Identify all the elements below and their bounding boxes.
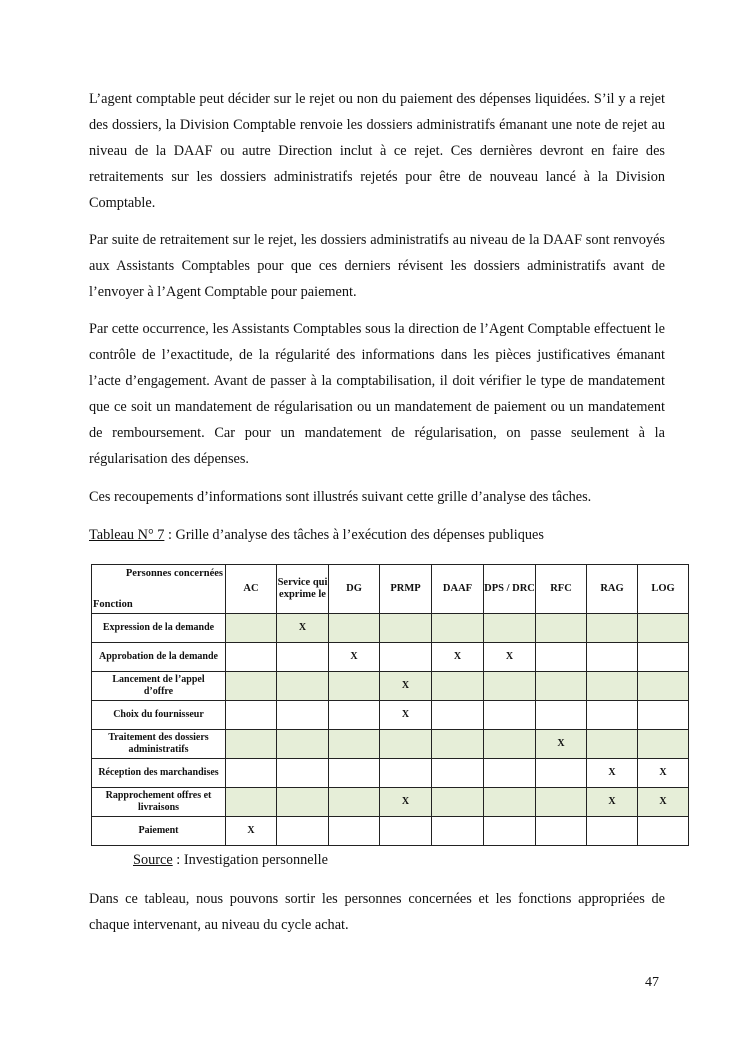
table-row — [92, 672, 689, 701]
row-label: Paiement — [92, 817, 226, 846]
table-row — [92, 788, 689, 817]
source-text: : Investigation personnelle — [172, 852, 328, 868]
table-cell — [226, 759, 277, 788]
table-cell: X — [277, 614, 329, 643]
corner-bottom: Fonction — [93, 599, 133, 610]
table-cell — [536, 672, 587, 701]
table-cell — [587, 643, 638, 672]
table-cell — [536, 701, 587, 730]
table-cell: X — [380, 701, 432, 730]
table-cell — [277, 701, 329, 730]
column-header: RAG — [587, 565, 638, 614]
task-analysis-table — [91, 564, 689, 846]
table-cell: X — [638, 788, 689, 817]
table-cell — [432, 701, 484, 730]
table-cell: X — [587, 788, 638, 817]
row-label: Expression de la demande — [92, 614, 226, 643]
table-cell — [638, 817, 689, 846]
table-cell — [638, 614, 689, 643]
table-cell — [484, 614, 536, 643]
table-cell — [587, 701, 638, 730]
column-header: Service qui exprime le — [277, 565, 329, 614]
table-cell — [380, 614, 432, 643]
paragraph-3: Par cette occurrence, les Assistants Comptables sous la direction de l’Agent Comptable effectuent le contrôle de l’exactitude, de la régularité des informations dans les pièces justificatives émanant l’acte d’engagement. Avant de passer à la comptabilisation, il doit vérifier le type de mandatement que ce soit un mandatement de régularisation ou un mandatement de paiement ou un mandatement de remboursement. Car pour un mandatement de régularisation, on passe seulement à la régularisation des dépenses. — [89, 321, 665, 467]
table-cell — [484, 701, 536, 730]
paragraph-1: L’agent comptable peut décider sur le rejet ou non du paiement des dépenses liquidées. S’il y a rejet des dossiers, la Division Comptable renvoie les dossiers administratifs émanant une note de rejet au niveau de la DAAF ou autre Direction inclut à ce rejet. Ces dernières devront en faire des retraitements sur les dossiers administratifs rejetés pour être de nouveau lancé à la Division Comptable. — [89, 91, 665, 211]
page-number: 47 — [645, 975, 659, 990]
table-cell — [277, 672, 329, 701]
row-label: Approbation de la demande — [92, 643, 226, 672]
table-cell — [638, 672, 689, 701]
table-cell — [226, 788, 277, 817]
table-cell — [380, 643, 432, 672]
table-cell — [380, 759, 432, 788]
table-cell — [536, 817, 587, 846]
table-cell: X — [484, 643, 536, 672]
table-cell: X — [638, 759, 689, 788]
table-cell — [226, 643, 277, 672]
row-label: Lancement de l’appel d’offre — [92, 672, 226, 701]
table-cell — [484, 759, 536, 788]
table-cell — [536, 759, 587, 788]
table-cell — [380, 817, 432, 846]
column-header: DG — [329, 565, 380, 614]
paragraph-4: Ces recoupements d’informations sont illustrés suivant cette grille d’analyse des tâches. — [89, 489, 592, 505]
column-header: AC — [226, 565, 277, 614]
table-row — [92, 701, 689, 730]
row-label: Choix du fournisseur — [92, 701, 226, 730]
table-cell — [329, 614, 380, 643]
table-cell — [587, 817, 638, 846]
table-cell — [638, 701, 689, 730]
table-cell — [277, 759, 329, 788]
corner-top: Personnes concernées — [125, 568, 223, 579]
table-cell — [587, 730, 638, 759]
table-cell — [638, 643, 689, 672]
table-cell — [484, 788, 536, 817]
column-header: RFC — [536, 565, 587, 614]
table-cell — [432, 759, 484, 788]
table-cell: X — [587, 759, 638, 788]
table-cell — [638, 730, 689, 759]
table-cell — [329, 817, 380, 846]
table-cell — [587, 614, 638, 643]
table-cell — [226, 730, 277, 759]
table-cell: X — [536, 730, 587, 759]
row-label: Réception des marchandises — [92, 759, 226, 788]
table-cell — [277, 788, 329, 817]
table-cell — [277, 730, 329, 759]
table-cell — [226, 614, 277, 643]
corner-header — [92, 565, 226, 614]
conclusion-paragraph: Dans ce tableau, nous pouvons sortir les personnes concernées et les fonctions appropriées de chaque intervenant, au niveau du cycle achat. — [89, 891, 665, 933]
table-cell — [432, 672, 484, 701]
column-header: DAAF — [432, 565, 484, 614]
table-cell — [484, 672, 536, 701]
table-row — [92, 643, 689, 672]
caption-text: : Grille d’analyse des tâches à l’exécution des dépenses publiques — [164, 527, 544, 543]
table-cell: X — [226, 817, 277, 846]
table-cell: X — [432, 643, 484, 672]
table-cell: X — [380, 788, 432, 817]
column-header: LOG — [638, 565, 689, 614]
table-cell — [329, 788, 380, 817]
table-cell — [329, 672, 380, 701]
table-cell — [226, 701, 277, 730]
table-cell — [329, 759, 380, 788]
table-cell — [432, 614, 484, 643]
table-cell — [277, 643, 329, 672]
table-cell — [536, 643, 587, 672]
row-label: Rapprochement offres et livraisons — [92, 788, 226, 817]
source-note — [133, 847, 533, 873]
table-row — [92, 759, 689, 788]
table-cell — [277, 817, 329, 846]
table-cell — [329, 730, 380, 759]
table-cell — [536, 788, 587, 817]
table-caption — [89, 522, 665, 548]
table-cell — [380, 730, 432, 759]
table-cell: X — [329, 643, 380, 672]
table-row — [92, 817, 689, 846]
table-cell — [484, 730, 536, 759]
table-cell — [432, 730, 484, 759]
source-label: Source — [133, 852, 173, 868]
table-cell — [432, 788, 484, 817]
table-cell — [226, 672, 277, 701]
table-row — [92, 614, 689, 643]
table-cell — [329, 701, 380, 730]
row-label: Traitement des dossiers administratifs — [92, 730, 226, 759]
column-header: DPS / DRC — [484, 565, 536, 614]
table-cell — [536, 614, 587, 643]
column-header: PRMP — [380, 565, 432, 614]
table-row — [92, 730, 689, 759]
table-cell — [484, 817, 536, 846]
table-cell — [432, 817, 484, 846]
table-cell: X — [380, 672, 432, 701]
caption-label: Tableau N° 7 — [89, 527, 165, 543]
table-cell — [587, 672, 638, 701]
paragraph-2: Par suite de retraitement sur le rejet, les dossiers administratifs au niveau de la DAAF sont renvoyés aux Assistants Comptables pour que ces derniers révisent les dossiers administratifs avant de l’envoyer à l’Agent Comptable pour paiement. — [89, 232, 665, 300]
